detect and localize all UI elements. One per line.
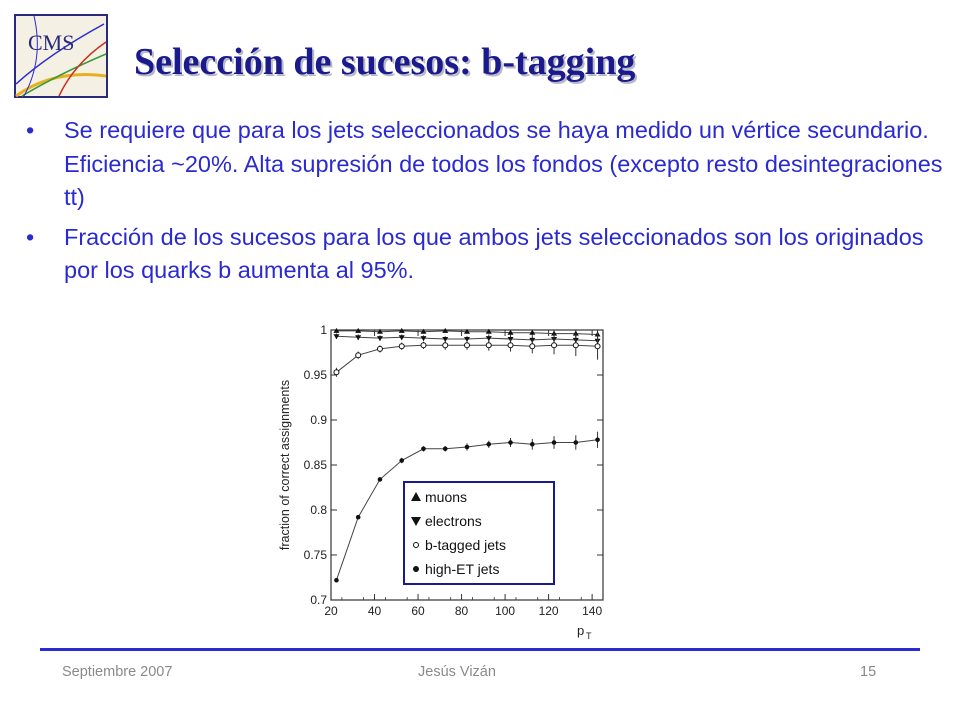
slide-number: 15 — [860, 664, 877, 680]
data-point — [574, 440, 579, 445]
legend-marker — [414, 543, 419, 548]
y-tick-label: 0.7 — [310, 593, 327, 607]
data-point — [421, 447, 426, 452]
legend-label: high-ET jets — [425, 561, 500, 577]
bullet-item — [26, 221, 946, 288]
data-point — [334, 370, 339, 375]
y-axis-label: fraction of correct assignments — [278, 379, 292, 551]
chart-svg — [266, 322, 620, 644]
legend-label: muons — [425, 489, 468, 505]
y-tick-label: 1 — [320, 323, 327, 337]
data-point — [508, 440, 513, 445]
bullet-item — [26, 114, 946, 215]
data-point — [595, 438, 600, 443]
x-tick-label: 80 — [454, 604, 469, 618]
data-point — [465, 445, 470, 450]
data-point — [508, 343, 513, 348]
data-point — [356, 353, 361, 358]
legend-label: b-tagged jets — [425, 537, 506, 553]
data-point — [530, 442, 535, 447]
cms-logo — [14, 14, 108, 98]
footer-author: Jesús Vizán — [418, 664, 496, 680]
footer-divider — [40, 648, 920, 651]
bullet-list — [26, 114, 946, 294]
y-tick-label: 0.9 — [310, 413, 327, 427]
x-axis-label: p — [577, 623, 585, 638]
x-axis-label-subscript: T — [586, 631, 592, 641]
bullet-icon: • — [26, 117, 35, 143]
data-point — [573, 343, 578, 348]
data-point — [399, 344, 404, 349]
x-tick-label: 40 — [367, 604, 382, 618]
data-point — [421, 343, 426, 348]
data-point — [595, 344, 600, 349]
bullet-icon: • — [26, 223, 35, 250]
y-tick-label: 0.95 — [303, 368, 327, 382]
legend-label: electrons — [425, 513, 482, 529]
data-point — [356, 515, 361, 520]
y-tick-label: 0.75 — [303, 548, 327, 562]
data-point — [443, 343, 448, 348]
data-point — [552, 440, 557, 445]
slide-title: Selección de sucesos: b-tagging — [134, 41, 636, 83]
logo-text: CMS — [28, 30, 75, 55]
footer-date: Septiembre 2007 — [62, 664, 173, 680]
data-point — [486, 442, 491, 447]
x-tick-label: 140 — [582, 604, 603, 618]
data-point — [465, 343, 470, 348]
x-tick-label: 120 — [538, 604, 559, 618]
data-point — [530, 344, 535, 349]
bullet-text: Se requiere que para los jets seleccionados se haya medido un vértice secundario. Eficiencia ~20%. Alta supresión de todos los fondos (excepto resto desintegraciones tt) — [64, 117, 943, 210]
data-point — [334, 578, 339, 583]
chart — [266, 322, 620, 644]
y-tick-label: 0.8 — [310, 503, 327, 517]
x-tick-label: 60 — [411, 604, 425, 618]
x-tick-label: 100 — [495, 604, 516, 618]
data-point — [486, 343, 491, 348]
x-tick-label: 20 — [324, 604, 338, 618]
data-point — [377, 346, 382, 351]
data-point — [552, 343, 557, 348]
data-point — [399, 458, 404, 463]
data-point — [378, 477, 383, 482]
y-tick-label: 0.85 — [303, 458, 327, 472]
legend-marker — [413, 566, 419, 572]
data-point — [443, 447, 448, 452]
bullet-text: Fracción de los sucesos para los que ambos jets seleccionados son los originados por los quarks b aumenta al 95%. — [64, 223, 924, 283]
